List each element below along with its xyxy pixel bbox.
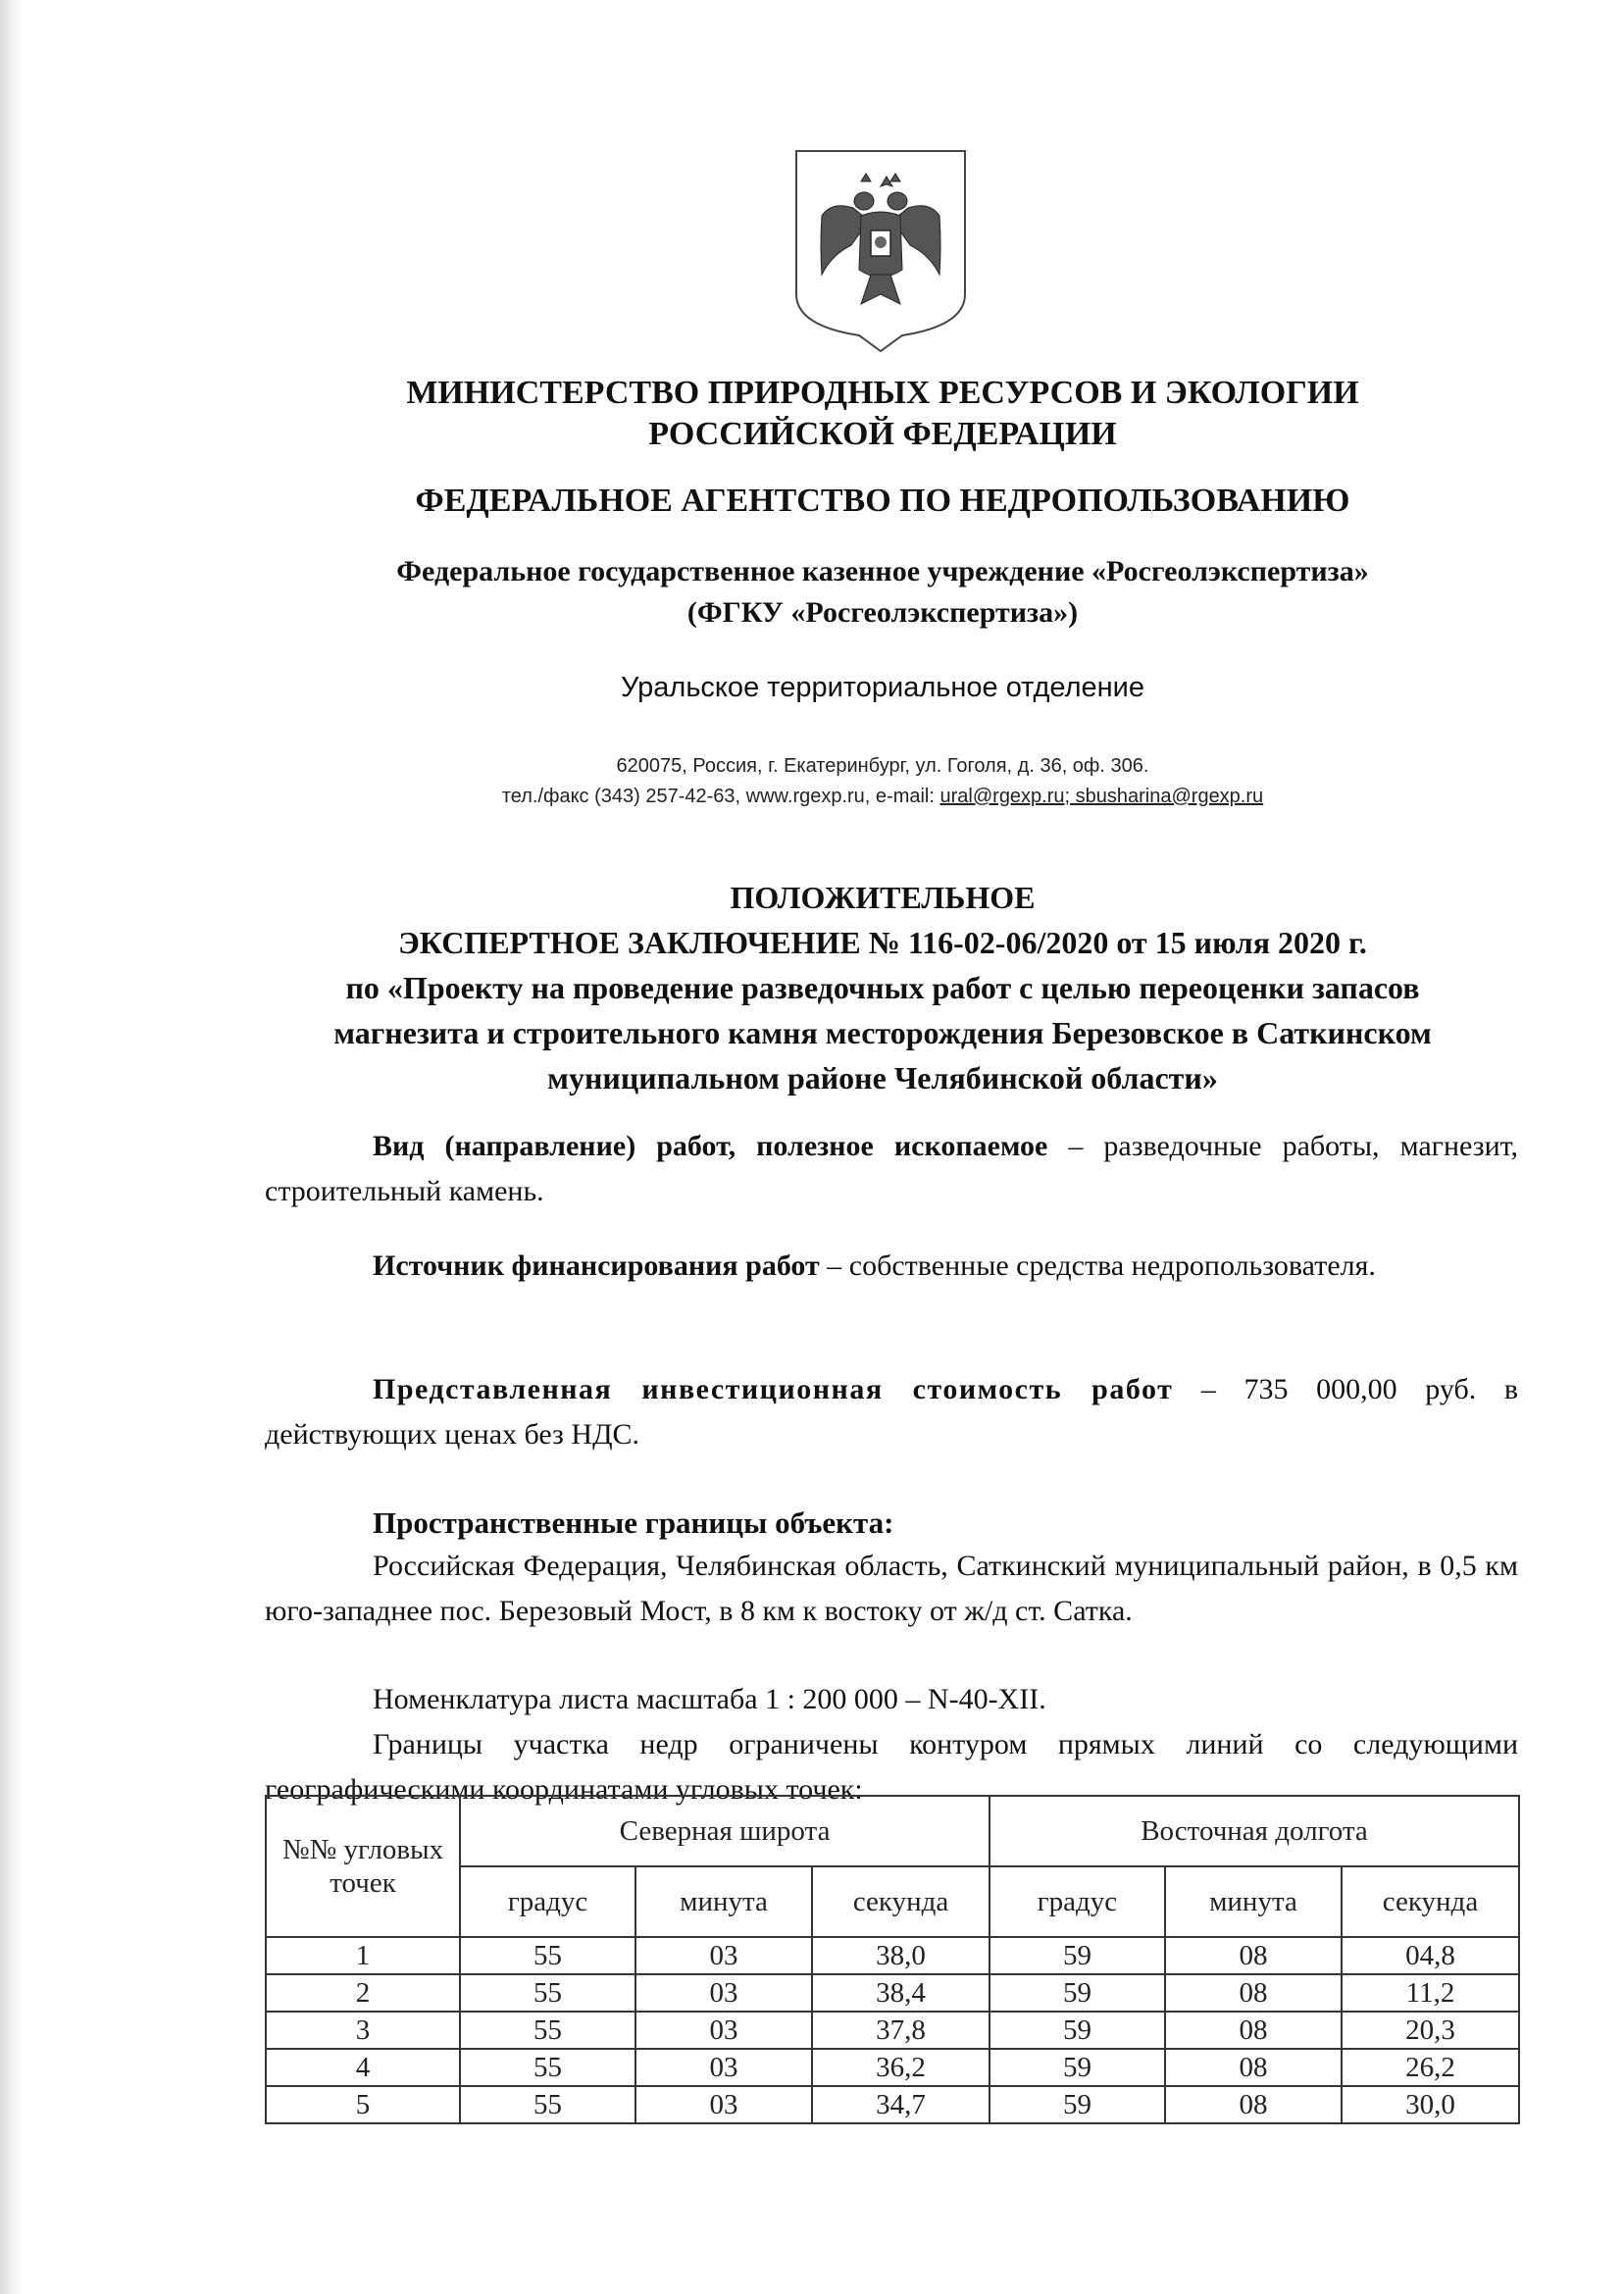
contacts-prefix: тел./факс (343) 257-42-63, www.rgexp.ru, e-mail: xyxy=(501,786,940,807)
column-header-lon-sec: секунда xyxy=(1342,1866,1519,1937)
investment-cost-paragraph xyxy=(265,1367,1518,1457)
table-cell: 37,8 xyxy=(812,2012,990,2049)
column-header-lat-min: минута xyxy=(635,1866,812,1937)
work-kind-value: – разведочные работы, магнезит, строительный камень. xyxy=(265,1130,1518,1207)
table-cell: 59 xyxy=(990,2049,1165,2086)
institution-short-name: (ФГКУ «Росгеолэкспертиза») xyxy=(686,596,1079,629)
table-cell: 1 xyxy=(266,1937,460,1974)
coat-of-arms-icon xyxy=(792,147,969,353)
table-cell: 03 xyxy=(635,1974,812,2012)
work-kind-label: Вид (направление) работ, полезное ископаемое xyxy=(373,1130,1048,1162)
table-cell: 59 xyxy=(990,1937,1165,1974)
agency-title: ФЕДЕРАЛЬНОЕ АГЕНТСТВО ПО НЕДРОПОЛЬЗОВАНИЮ xyxy=(415,483,1350,519)
ministry-line-1: МИНИСТЕРСТВО ПРИРОДНЫХ РЕСУРСОВ И ЭКОЛОГИИ xyxy=(406,375,1359,411)
table-cell: 55 xyxy=(460,2086,635,2123)
table-cell: 2 xyxy=(266,1974,460,2012)
table-cell: 55 xyxy=(460,1974,635,2012)
table-cell: 26,2 xyxy=(1342,2049,1519,2086)
funding-source-label: Источник финансирования работ xyxy=(373,1249,820,1282)
institution-title xyxy=(265,551,1500,634)
table-cell: 03 xyxy=(635,2012,812,2049)
column-header-lat-deg: градус xyxy=(460,1866,635,1937)
table-cell: 36,2 xyxy=(812,2049,990,2086)
postal-address: 620075, Россия, г. Екатеринбург, ул. Гоголя, д. 36, оф. 306. xyxy=(616,755,1149,777)
institution-full-name: Федеральное государственное казенное учреждение «Росгеолэкспертиза» xyxy=(396,555,1369,587)
work-kind-paragraph xyxy=(265,1124,1518,1214)
table-cell: 20,3 xyxy=(1342,2012,1519,2049)
conclusion-line-1: ПОЛОЖИТЕЛЬНОЕ xyxy=(730,880,1036,915)
column-group-longitude: Восточная долгота xyxy=(990,1796,1519,1866)
table-cell: 03 xyxy=(635,2086,812,2123)
table-row xyxy=(266,2086,1519,2123)
table-cell: 59 xyxy=(990,1974,1165,2012)
table-cell: 55 xyxy=(460,1937,635,1974)
table-row xyxy=(266,2049,1519,2086)
table-cell: 08 xyxy=(1165,1937,1342,1974)
ministry-title xyxy=(265,373,1500,455)
investment-cost-label: Представленная инвестиционная стоимость работ xyxy=(373,1373,1174,1405)
scan-edge-shadow xyxy=(0,0,22,2294)
table-cell: 38,0 xyxy=(812,1937,990,1974)
column-group-latitude: Северная широта xyxy=(460,1796,990,1866)
department-name: Уральское территориальное отделение xyxy=(621,672,1144,703)
table-cell: 08 xyxy=(1165,2049,1342,2086)
column-header-lon-min: минута xyxy=(1165,1866,1342,1937)
table-cell: 03 xyxy=(635,1937,812,1974)
table-cell: 3 xyxy=(266,2012,460,2049)
table-cell: 4 xyxy=(266,2049,460,2086)
funding-source-value: – собственные средства недропользователя. xyxy=(819,1249,1376,1282)
table-row xyxy=(266,1974,1519,2012)
conclusion-line-4: магнезита и строительного камня месторождения Березовское в Саткинском xyxy=(333,1015,1432,1050)
location-paragraph: Российская Федерация, Челябинская область, Саткинский муниципальный район, в 0,5 км юго-западнее пос. Березовый Мост, в 8 км к востоку от ж/д ст. Сатка. xyxy=(265,1550,1518,1627)
ministry-line-2: РОССИЙСКОЙ ФЕДЕРАЦИИ xyxy=(648,416,1117,452)
conclusion-line-3: по «Проекту на проведение разведочных работ с целью переоценки запасов xyxy=(345,970,1420,1005)
table-row xyxy=(266,1937,1519,1974)
table-row xyxy=(266,2012,1519,2049)
spatial-bounds-title: Пространственные границы объекта: xyxy=(373,1505,894,1540)
table-cell: 34,7 xyxy=(812,2086,990,2123)
table-cell: 03 xyxy=(635,2049,812,2086)
column-header-points: №№ угловых точек xyxy=(266,1796,460,1937)
coordinates-table xyxy=(265,1795,1520,2124)
limits-paragraph: Границы участка недр ограничены контуром прямых линий со следующими географическими координатами угловых точек: xyxy=(265,1728,1518,1806)
column-header-lat-sec: секунда xyxy=(812,1866,990,1937)
table-cell: 38,4 xyxy=(812,1974,990,2012)
table-cell: 04,8 xyxy=(1342,1937,1519,1974)
table-cell: 08 xyxy=(1165,2012,1342,2049)
table-cell: 55 xyxy=(460,2049,635,2086)
investment-cost-value: – 735 000,00 руб. в действующих ценах без НДС. xyxy=(265,1373,1518,1451)
conclusion-title xyxy=(265,875,1500,1100)
table-cell: 55 xyxy=(460,2012,635,2049)
funding-source-paragraph xyxy=(265,1244,1518,1289)
column-header-lon-deg: градус xyxy=(990,1866,1165,1937)
table-cell: 08 xyxy=(1165,2086,1342,2123)
table-cell: 30,0 xyxy=(1342,2086,1519,2123)
table-cell: 08 xyxy=(1165,1974,1342,2012)
table-cell: 59 xyxy=(990,2086,1165,2123)
conclusion-line-5: муниципальном районе Челябинской области» xyxy=(547,1060,1218,1096)
nomenclature-paragraph: Номенклатура листа масштаба 1 : 200 000 – N-40-XII. xyxy=(373,1683,1046,1715)
table-cell: 5 xyxy=(266,2086,460,2123)
table-cell: 59 xyxy=(990,2012,1165,2049)
contacts-line xyxy=(265,786,1500,808)
table-cell: 11,2 xyxy=(1342,1974,1519,2012)
email-links[interactable]: ural@rgexp.ru; sbusharina@rgexp.ru xyxy=(939,786,1264,807)
conclusion-line-2: ЭКСПЕРТНОЕ ЗАКЛЮЧЕНИЕ № 116-02-06/2020 от 15 июля 2020 г. xyxy=(398,925,1367,960)
